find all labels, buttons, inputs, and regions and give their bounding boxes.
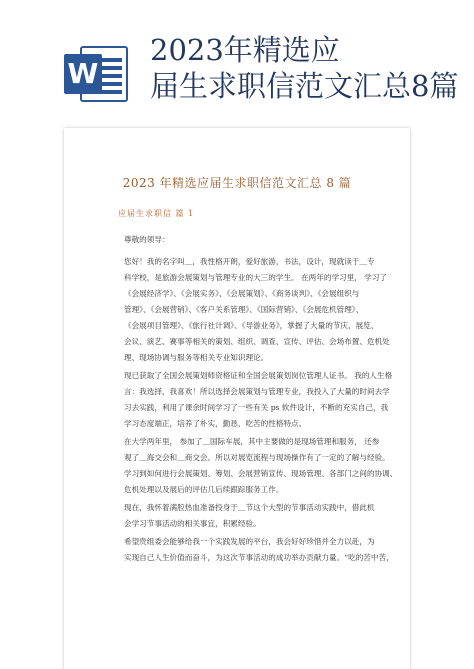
- greeting-text: 尊敬的领导：: [124, 235, 170, 244]
- page-title-line-1: 2023年精选应: [150, 33, 340, 67]
- text-line: 《会展项目管理》、《旅行社计调》、《导游业务》，掌握了大量的节庆、展览、: [124, 321, 379, 330]
- document-preview-page: [64, 128, 410, 669]
- text-line: 现已获取了全国会展策划师资格证和全国会展策划岗位管理人证书。 我的人生格: [124, 371, 393, 380]
- text-line: 言：我选择，我喜欢！所以选择会展策划与管理专业，我投入了大量的时间去学: [124, 387, 390, 396]
- page-title-line-2: 届生求职信范文汇总8篇: [150, 69, 459, 103]
- text-line: 习去实践，利用了课余时间学习了一些有关 ps 软件设计，不断的充实自己，我: [124, 403, 389, 412]
- text-line: 危机处理以及展后的评估几后续跟踪服务工作。: [124, 485, 284, 494]
- text-line: 实现自己人生价值而奋斗，为这次节事活动的成功举办贡献力量。“吃的苦中苦，: [124, 553, 394, 562]
- paragraph-2: [124, 368, 393, 432]
- page-fade: [64, 629, 410, 669]
- text-line: 会议、演艺、赛事等相关的策划、组织、调查、宣传、评估、会场布置、危机处: [124, 337, 390, 346]
- text-line: 您好！我的名字叫＿，我性格开朗，爱好旅游，书法，设计，现就读于＿专: [124, 257, 375, 266]
- document-title: 2023 年精选应届生求职信范文汇总 8 篇: [122, 176, 352, 190]
- paragraph-1: [124, 254, 390, 366]
- text-line: 科学校，是旅游会展策划与管理专业的大三的学生。 在两年的学习里， 学习了: [124, 273, 388, 282]
- word-document-icon: [64, 42, 130, 106]
- text-line: 管理》、《会展营销》、《客户关系管理》、《国际营销》、《会展危机管理》、: [124, 305, 364, 314]
- paragraph-3: [124, 434, 398, 498]
- section-heading: 应届生求职信 篇 1: [118, 209, 195, 218]
- text-line: 观了＿海交会和＿商交会。所以对展览流程与现场操作有了一定的了解与经验。: [124, 453, 390, 462]
- word-letter-badge: W: [64, 54, 102, 94]
- text-line: 学习到如何进行会展策划、筹划、会展营销宣传、现场管理、各部门之间的协调、: [124, 469, 398, 478]
- header: [0, 0, 474, 120]
- paragraph-4: [124, 500, 375, 532]
- text-line: 在大学两年里， 参加了＿国际车展，其中主要做的是现场管理和服务， 还参: [124, 437, 380, 446]
- text-line: 学习态度端正，培养了朴实，勤恳，吃苦的性格特点。: [124, 419, 307, 428]
- text-line: 理、现场协调与服务等相关专业知识理论。: [124, 353, 269, 362]
- text-line: 会学习节事活动的相关事宜，积累经验。: [124, 519, 261, 528]
- text-line: 希望贵组委会能够给我一个实践发展的平台，我会好好珍惜并全力以赴，为: [124, 537, 375, 546]
- text-line: 《会展经济学》、《会展实务》、《会展策划》、《商务谈判》、《会展组织与: [124, 289, 360, 298]
- text-line: 现在，我怀着满腔热血准备投身于＿节这个大型的节事活动实践中，借此机: [124, 503, 375, 512]
- greeting: [124, 232, 360, 248]
- paragraph-5: [124, 534, 394, 566]
